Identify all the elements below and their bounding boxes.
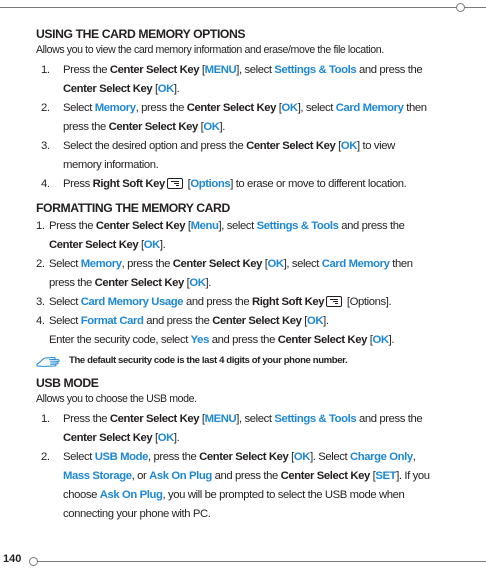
text: Select [49,315,81,327]
text: ]. [173,432,180,444]
text: , or [131,470,150,482]
text: ], select [283,258,322,270]
softkey-label: OK [281,102,298,114]
text: choose [63,489,100,501]
menu-option: Card Memory Usage [80,296,184,308]
text: , you will be prompted to select the USB mode when [162,489,405,501]
item-number: 1. [36,220,45,232]
menu-option: USB Mode [94,451,149,463]
key-name: Right Soft Key [251,296,325,308]
text: , [412,451,416,463]
text: [ [288,451,294,463]
note-hand-icon [36,355,62,368]
softkey-label: SET [375,470,397,482]
item-number: 3. [36,296,45,308]
text: Enter the security code, select [49,334,191,346]
text: ], select [236,413,275,425]
key-name: Center Select Key [63,432,153,444]
right-soft-key-icon [167,178,183,189]
text: ]. [159,239,166,251]
softkey-label: Menu [190,220,219,232]
text: Select [49,296,81,308]
text: then [403,102,427,114]
menu-option: Card Memory [321,258,390,270]
section-title-format-card: FORMATTING THE MEMORY CARD [36,201,230,215]
softkey-label: Options [190,178,231,190]
text: Select [49,258,81,270]
key-name: Center Select Key [94,277,184,289]
text: [ [183,277,190,289]
text: and press the [183,296,252,308]
list-item [36,217,476,255]
text: Press [63,178,93,190]
item-number: 1. [41,413,50,425]
text: connecting your phone with PC. [63,508,211,520]
text: ]. If you [396,470,430,482]
text: ]. [219,121,226,133]
item-number: 2. [36,258,45,270]
text: [ [152,432,158,444]
text: ], select [236,64,275,76]
text: Select [63,102,95,114]
key-name: Center Select Key [246,140,336,152]
item-number: 3. [41,140,50,152]
key-name: Center Select Key [49,239,139,251]
item-number: 1. [41,64,50,76]
key-name: Center Select Key [108,121,198,133]
text: Select the desired option and press the [63,140,247,152]
text: ], select [297,102,336,114]
item-number: 2. [41,102,50,114]
text: [ [199,64,205,76]
note [36,353,476,369]
text: [ [301,315,308,327]
text: press the [63,121,109,133]
text: , press the [121,258,173,270]
text: ] to erase or move to different location. [230,178,407,190]
softkey-label: OK [340,140,358,152]
section-intro-usb-mode: Allows you to choose the USB mode. [36,393,197,405]
section-intro-card-memory: Allows you to view the card memory information and erase/move the file location. [36,44,384,56]
list-item [36,175,476,194]
menu-option: Memory [80,258,122,270]
menu-option: Mass Storage [63,470,132,482]
menu-option: Charge Only [350,451,413,463]
text: , press the [148,451,200,463]
page-number: 140 [3,553,22,565]
text: [ [199,413,205,425]
item-number: 4. [36,315,45,327]
key-name: Center Select Key [63,83,153,95]
key-name: Center Select Key [95,220,186,232]
section-title-card-memory: USING THE CARD MEMORY OPTIONS [36,27,246,41]
list-item [36,255,476,293]
text: [ [138,239,144,251]
softkey-label: MENU [204,413,237,425]
top-rule-dot [456,3,465,12]
menu-option: Yes [190,334,209,346]
text: ] to view [357,140,395,152]
list-item [36,448,476,524]
softkey-label: OK [143,239,160,251]
list-item [36,137,476,175]
softkey-label: MENU [204,64,237,76]
list-item [36,410,476,448]
text: Press the [63,64,110,76]
text: [Options]. [344,296,392,308]
key-name: Center Select Key [212,315,302,327]
text: Select [63,451,95,463]
text: and press the [338,220,405,232]
text: memory information. [63,159,159,171]
text: ]. [388,334,395,346]
right-soft-key-icon [326,296,342,307]
menu-option: Settings & Tools [274,413,357,425]
text: [ [197,121,204,133]
text: [ [369,470,376,482]
softkey-label: OK [372,334,389,346]
bottom-rule [33,561,486,562]
text: [ [184,178,191,190]
softkey-label: OK [157,432,174,444]
list-item [36,312,476,350]
text: [ [366,334,373,346]
text: then [389,258,413,270]
softkey-label: OK [267,258,284,270]
text: ]. [205,277,212,289]
item-number: 4. [41,178,50,190]
key-name: Center Select Key [199,451,289,463]
softkey-label: OK [157,83,174,95]
softkey-label: OK [189,277,206,289]
key-name: Center Select Key [277,334,367,346]
menu-option: Format Card [80,315,144,327]
text: Press the [49,220,96,232]
softkey-label: OK [203,121,220,133]
text: [ [185,220,191,232]
text: and press the [208,334,278,346]
text: and press the [211,470,281,482]
key-name: Center Select Key [109,64,200,76]
item-number: 2. [41,451,50,463]
top-rule [0,7,486,8]
text: ]. [173,83,180,95]
menu-option: Card Memory [335,102,404,114]
text: [ [152,83,158,95]
menu-option: Settings & Tools [256,220,339,232]
menu-option: Ask On Plug [149,470,212,482]
list-item [36,99,476,137]
key-name: Right Soft Key [92,178,165,190]
text: [ [335,140,341,152]
text: press the [49,277,95,289]
text: ], select [218,220,257,232]
key-name: Center Select Key [109,413,200,425]
text: Press the [63,413,110,425]
text: , press the [135,102,187,114]
softkey-label: OK [293,451,311,463]
text: ]. Select [310,451,351,463]
text: ]. [323,315,329,327]
text: [ [276,102,282,114]
section-title-usb-mode: USB MODE [36,376,99,390]
menu-option: Memory [94,102,136,114]
text: and press the [356,413,423,425]
text: and press the [356,64,423,76]
text: and press the [143,315,213,327]
menu-option: Settings & Tools [274,64,357,76]
bottom-rule-dot [29,557,38,566]
list-item [36,293,476,312]
key-name: Center Select Key [280,470,370,482]
key-name: Center Select Key [172,258,263,270]
text: [ [262,258,268,270]
list-item [36,61,476,99]
key-name: Center Select Key [186,102,277,114]
note-text: The default security code is the last 4 digits of your phone number. [69,355,348,366]
page-content [36,25,476,524]
softkey-label: OK [307,315,324,327]
menu-option: Ask On Plug [99,489,163,501]
